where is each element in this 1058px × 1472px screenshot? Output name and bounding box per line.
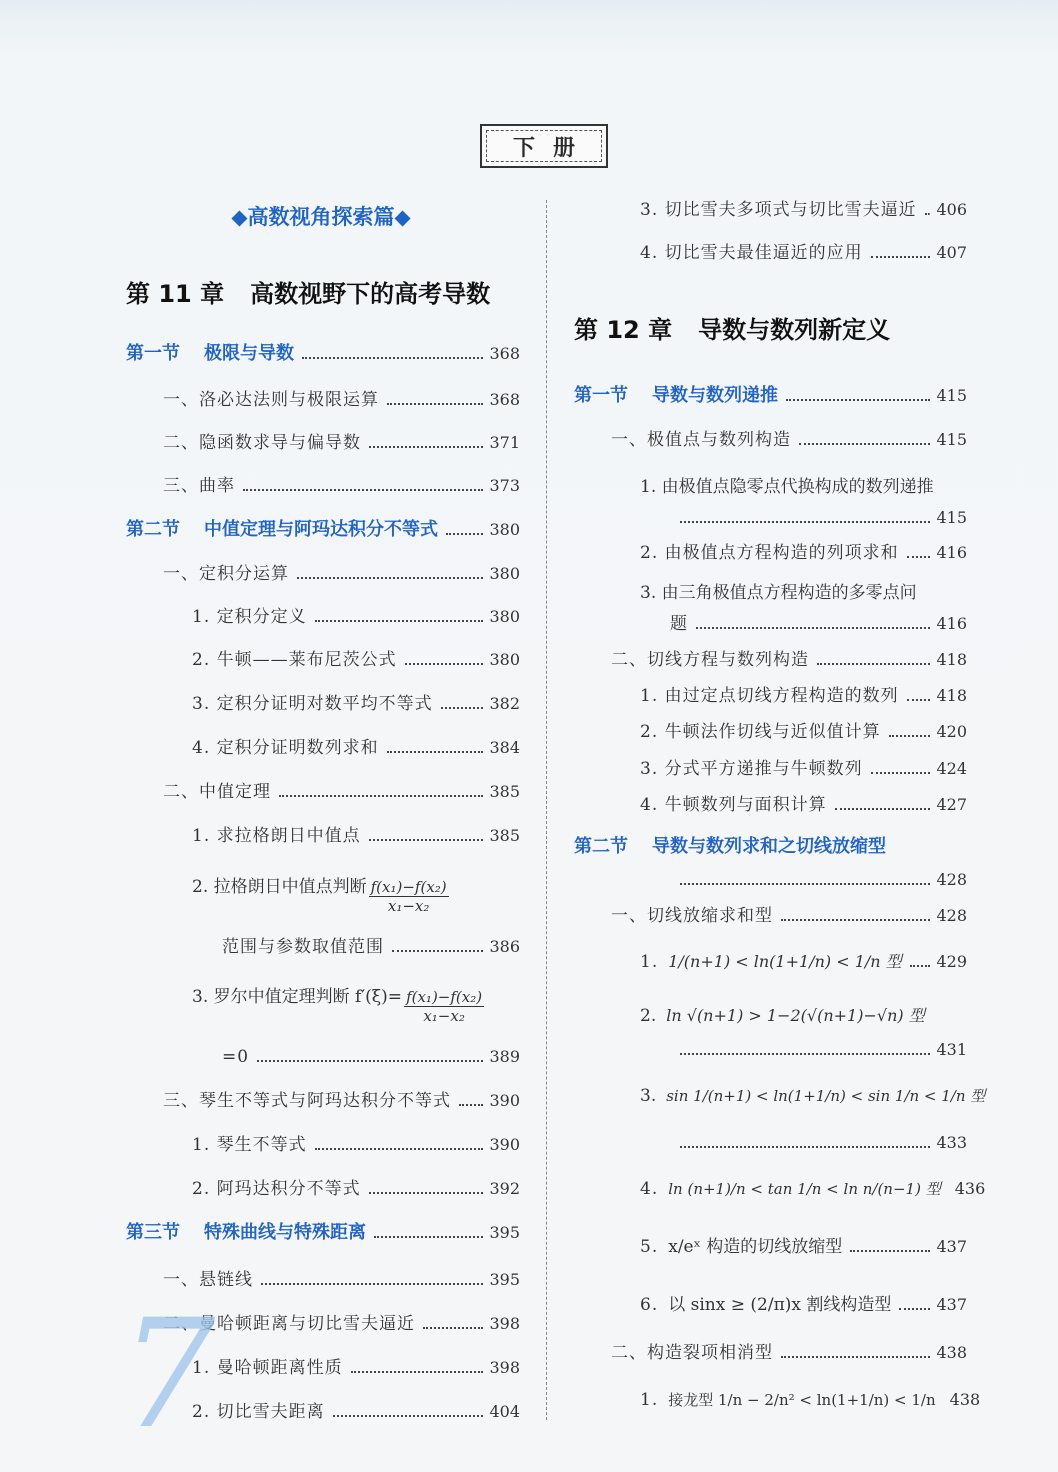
toc-entry[interactable] (192, 693, 520, 715)
entry-label: 2. 阿玛达积分不等式 (192, 1179, 361, 1199)
page-number: 418 (936, 650, 967, 669)
entry-label: 一、悬链线 (163, 1270, 253, 1290)
chapter-number: 第 12 章 (574, 316, 673, 344)
toc-section-3[interactable] (126, 1222, 520, 1244)
section-title: 中值定理与阿玛达积分不等式 (204, 519, 438, 540)
leader-dots (907, 555, 931, 558)
toc-entry-continuation[interactable] (680, 507, 967, 529)
page-number: 368 (489, 344, 520, 363)
entry-label: 3. 分式平方递推与牛顿数列 (640, 759, 863, 779)
entry-label: 二、构造裂项相消型 (611, 1343, 773, 1363)
leader-dots (889, 734, 931, 737)
page-number: 380 (489, 650, 520, 669)
column-divider (546, 200, 547, 1420)
leader-dots (871, 771, 931, 774)
entry-number: 2. (640, 1006, 657, 1026)
entry-number: 5. (640, 1237, 659, 1257)
leader-dots (850, 1249, 930, 1252)
entry-label: 2. 牛顿法作切线与近似值计算 (640, 722, 881, 742)
entry-label: 题 (670, 614, 688, 634)
toc-entry[interactable] (163, 781, 520, 803)
leader-dots (302, 356, 483, 359)
toc-entry[interactable] (640, 758, 967, 780)
toc-entry[interactable] (163, 475, 520, 497)
toc-entry-multiline[interactable] (192, 872, 451, 915)
entry-number: 1. (640, 952, 659, 972)
page-number: 427 (936, 795, 967, 814)
entry-label: 一、极值点与数列构造 (611, 430, 791, 450)
section-number: 第二节 (126, 519, 180, 540)
leader-dots (369, 1191, 484, 1194)
entry-label: 1. 定积分定义 (192, 607, 307, 627)
page-number: 406 (936, 200, 967, 219)
leader-dots (835, 807, 931, 810)
toc-entry-continuation[interactable] (680, 1039, 967, 1061)
toc-entry[interactable] (640, 542, 967, 564)
leader-dots (369, 445, 483, 448)
toc-entry[interactable] (611, 649, 967, 671)
toc-entry-formula[interactable] (640, 1178, 986, 1200)
page-number: 424 (936, 759, 967, 778)
toc-section-2[interactable] (574, 832, 886, 858)
toc-entry-multiline[interactable] (640, 472, 934, 497)
toc-entry[interactable] (192, 649, 520, 671)
page-number: 437 (936, 1237, 967, 1256)
entry-label: 范围与参数取值范围 (222, 937, 384, 957)
toc-entry-formula[interactable] (640, 951, 967, 973)
entry-label: 1. 由极值点隐零点代换构成的数列递推 (640, 477, 934, 497)
toc-entry[interactable] (640, 794, 967, 816)
fraction: $\frac{\text{f(x₁)−f(x₂)}}{\text{x₁−x₂}}$ (370, 878, 447, 915)
leader-dots (871, 255, 931, 258)
page-number: 431 (936, 1040, 967, 1059)
toc-section-1[interactable] (574, 385, 967, 407)
toc-entry[interactable] (640, 721, 967, 743)
leader-dots (405, 662, 484, 665)
toc-entry[interactable] (640, 242, 967, 264)
toc-entry-formula[interactable] (640, 1294, 967, 1316)
leader-dots (907, 698, 931, 701)
page-number: 398 (489, 1358, 520, 1377)
page-number: 415 (936, 386, 967, 405)
leader-dots (315, 1147, 484, 1150)
toc-entry[interactable] (163, 1313, 520, 1335)
toc-entry[interactable] (192, 737, 520, 759)
page-number: 385 (489, 782, 520, 801)
page-number: 433 (936, 1133, 967, 1152)
chapter-11-heading[interactable] (126, 274, 490, 309)
toc-entry-multiline[interactable] (640, 578, 917, 603)
toc-entry-continuation[interactable] (680, 869, 967, 891)
page-number: 438 (949, 1390, 981, 1409)
leader-dots (423, 1326, 483, 1329)
entry-label: 2. 由极值点方程构造的列项求和 (640, 543, 899, 563)
chapter-title: 导数与数列新定义 (698, 316, 891, 344)
formula: x/eˣ 构造的切线放缩型 (668, 1237, 843, 1257)
page-number: 398 (489, 1314, 520, 1333)
toc-entry[interactable] (192, 1401, 520, 1423)
section-number: 第一节 (126, 343, 180, 364)
toc-entry[interactable] (192, 1134, 520, 1156)
page-number: 428 (936, 906, 967, 925)
leader-dots (781, 918, 930, 921)
fraction: $\frac{\text{f(x₁)−f(x₂)}}{\text{x₁−x₂}}$ (406, 988, 483, 1025)
formula: 以 sinx ≥ (2/π)x 割线构造型 (668, 1295, 892, 1315)
leader-dots (786, 398, 930, 401)
page-number: 371 (489, 433, 520, 452)
toc-entry[interactable] (640, 685, 967, 707)
toc-entry[interactable] (192, 606, 520, 628)
entry-label: 3. 由三角极值点方程构造的多零点问 (640, 583, 917, 603)
leader-dots (680, 520, 930, 523)
toc-entry[interactable] (192, 1357, 520, 1379)
leader-dots (392, 949, 483, 952)
section-title: 导数与数列求和之切线放缩型 (652, 836, 886, 857)
entry-label: 2. 牛顿——莱布尼茨公式 (192, 650, 397, 670)
entry-label: =0 (222, 1047, 250, 1067)
toc-entry[interactable] (611, 429, 967, 451)
page-number: 382 (489, 694, 520, 713)
entry-label: 2. 切比雪夫距离 (192, 1402, 325, 1422)
toc-entry[interactable] (640, 199, 967, 221)
toc-entry-formula[interactable] (640, 1003, 925, 1026)
chapter-title: 高数视野下的高考导数 (250, 280, 491, 308)
entry-label: 4. 牛顿数列与面积计算 (640, 795, 827, 815)
chapter-number: 第 11 章 (126, 280, 225, 308)
leader-dots (817, 662, 930, 665)
page-number: 404 (489, 1402, 520, 1421)
entry-number: 4. (640, 1179, 659, 1199)
toc-entry[interactable] (192, 1178, 520, 1200)
toc-entry-multiline[interactable] (192, 982, 486, 1025)
toc-entry[interactable] (163, 432, 520, 454)
entry-label: 二、中值定理 (163, 782, 271, 802)
part-title: ◆高数视角探索篇◆ (231, 205, 411, 229)
entry-label: 1. 琴生不等式 (192, 1135, 307, 1155)
formula: ln (n+1)/n < tan 1/n < ln n/(n−1) 型 (668, 1180, 941, 1198)
leader-dots (446, 532, 483, 535)
leader-dots (459, 1103, 483, 1106)
leader-dots (925, 212, 931, 215)
leader-dots (696, 626, 930, 629)
page-number: 418 (936, 686, 967, 705)
page-number: 380 (489, 607, 520, 626)
page-number-watermark: 7 (120, 1288, 216, 1462)
entry-label: 1. 由过定点切线方程构造的数列 (640, 686, 899, 706)
toc-entry[interactable] (611, 1342, 967, 1364)
page-number: 390 (489, 1091, 520, 1110)
entry-label: 3. 切比雪夫多项式与切比雪夫逼近 (640, 200, 917, 220)
toc-entry[interactable] (163, 1090, 520, 1112)
page-number: 392 (489, 1179, 520, 1198)
page-number: 420 (936, 722, 967, 741)
page-number: 380 (489, 564, 520, 583)
volume-label-box (480, 124, 608, 168)
page-number: 415 (936, 430, 967, 449)
toc-entry-continuation[interactable] (222, 1046, 520, 1068)
leader-dots (243, 488, 483, 491)
leader-dots (680, 882, 930, 885)
page-number: 438 (936, 1343, 967, 1362)
toc-section-2[interactable] (126, 519, 520, 541)
entry-label: 4. 定积分证明数列求和 (192, 738, 379, 758)
section-title: 导数与数列递推 (652, 385, 778, 406)
section-number: 第二节 (574, 836, 628, 857)
leader-dots (333, 1414, 484, 1417)
entry-label: 三、琴生不等式与阿玛达积分不等式 (163, 1091, 451, 1111)
leader-dots (351, 1370, 484, 1373)
leader-dots (910, 964, 931, 967)
toc-entry[interactable] (611, 905, 967, 927)
page-number: 389 (489, 1047, 520, 1066)
leader-dots (261, 1282, 483, 1285)
leader-dots (680, 1052, 930, 1055)
toc-section-1[interactable] (126, 343, 520, 365)
leader-dots (369, 838, 484, 841)
entry-label: 3. 罗尔中值定理判断 f′(ξ)= (192, 987, 403, 1007)
entry-number: 1. (640, 1390, 659, 1410)
volume-label: 下册 (486, 130, 602, 162)
page-number: 380 (489, 520, 520, 539)
page-number: 436 (954, 1179, 986, 1198)
entry-label: 2. 拉格朗日中值点判断 (192, 877, 367, 897)
page-number: 384 (489, 738, 520, 757)
entry-number: 3. (640, 1086, 657, 1106)
page-number: 385 (489, 826, 520, 845)
toc-entry[interactable] (192, 825, 520, 847)
entry-label: 3. 定积分证明对数平均不等式 (192, 694, 433, 714)
entry-number: 6. (640, 1295, 659, 1315)
entry-label: 二、曼哈顿距离与切比雪夫逼近 (163, 1314, 415, 1334)
leader-dots (680, 1145, 930, 1148)
section-title: 极限与导数 (204, 343, 294, 364)
page-number: 429 (936, 952, 967, 971)
leader-dots (441, 706, 484, 709)
formula: 1/(n+1) < ln(1+1/n) < 1/n 型 (668, 952, 902, 971)
formula: sin 1/(n+1) < ln(1+1/n) < sin 1/n < 1/n 型 (666, 1087, 986, 1105)
entry-label: 1. 曼哈顿距离性质 (192, 1358, 343, 1378)
page-number: 415 (936, 508, 967, 527)
toc-entry-continuation[interactable] (670, 613, 967, 635)
page-number: 407 (936, 243, 967, 262)
leader-dots (315, 619, 484, 622)
formula: 接龙型 1/n − 2/n² < ln(1+1/n) < 1/n (668, 1391, 936, 1409)
leader-dots (799, 442, 930, 445)
page-number: 386 (489, 937, 520, 956)
page-number: 390 (489, 1135, 520, 1154)
leader-dots (899, 1307, 930, 1310)
formula: ln √(n+1) > 1−2(√(n+1)−√n) 型 (666, 1006, 925, 1025)
section-number: 第一节 (574, 385, 628, 406)
entry-label: 一、定积分运算 (163, 564, 289, 584)
leader-dots (279, 794, 483, 797)
toc-entry[interactable] (163, 1269, 520, 1291)
entry-label: 三、曲率 (163, 476, 235, 496)
page-number: 428 (936, 870, 967, 889)
toc-entry-formula[interactable] (640, 1389, 981, 1411)
leader-dots (387, 750, 484, 753)
page-number: 395 (489, 1270, 520, 1289)
page-number: 368 (489, 390, 520, 409)
entry-label: 二、切线方程与数列构造 (611, 650, 809, 670)
toc-entry-formula[interactable] (640, 1085, 985, 1106)
page-number: 416 (936, 543, 967, 562)
page-number: 416 (936, 614, 967, 633)
leader-dots (297, 576, 483, 579)
toc-entry-continuation[interactable] (680, 1132, 967, 1154)
toc-entry[interactable] (163, 563, 520, 585)
entry-label: 一、切线放缩求和型 (611, 906, 773, 926)
entry-label: 二、隐函数求导与偏导数 (163, 433, 361, 453)
page-number: 373 (489, 476, 520, 495)
leader-dots (781, 1355, 930, 1358)
entry-label: 1. 求拉格朗日中值点 (192, 826, 361, 846)
leader-dots (257, 1059, 483, 1062)
leader-dots (374, 1235, 483, 1238)
page-number: 395 (489, 1223, 520, 1242)
page-number: 437 (936, 1295, 967, 1314)
section-title: 特殊曲线与特殊距离 (204, 1222, 366, 1243)
toc-entry-continuation[interactable] (222, 936, 520, 958)
toc-entry[interactable] (163, 389, 520, 411)
entry-label: 一、洛必达法则与极限运算 (163, 390, 379, 410)
entry-label: 4. 切比雪夫最佳逼近的应用 (640, 243, 863, 263)
section-number: 第三节 (126, 1222, 180, 1243)
toc-entry-formula[interactable] (640, 1236, 967, 1258)
chapter-12-heading[interactable] (574, 310, 890, 345)
leader-dots (387, 402, 483, 405)
